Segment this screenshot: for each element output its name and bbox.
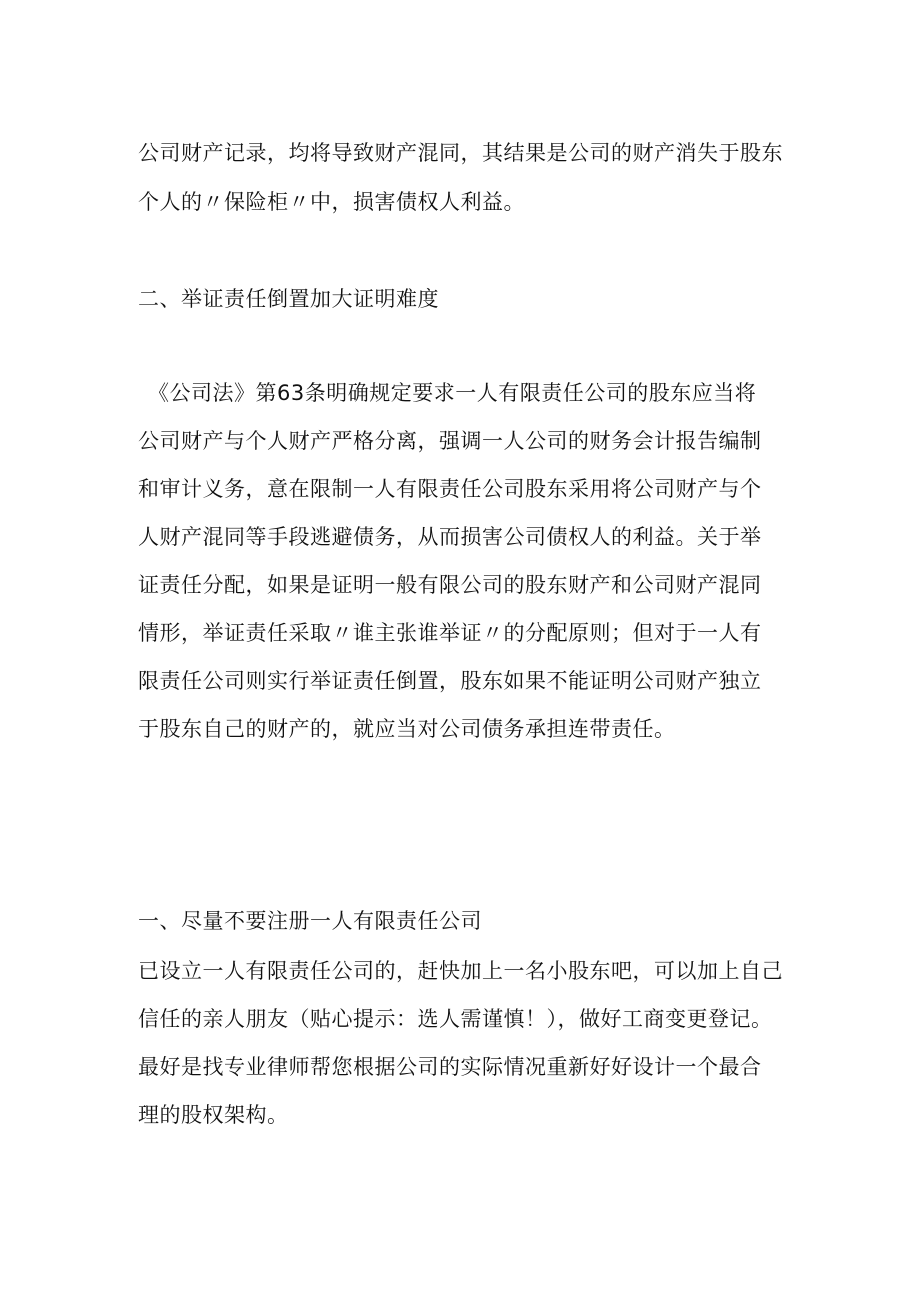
paragraph-line: 信任的亲人朋友（贴心提示：选人需谨慎！），做好工商变更登记。 — [138, 1007, 773, 1031]
paragraph-line: 证责任分配，如果是证明一般有限公司的股东财产和公司财产混同 — [138, 573, 762, 597]
section-heading-avoid-registration: 一、尽量不要注册一人有限责任公司 — [138, 909, 482, 933]
paragraph-line: 限责任公司则实行举证责任倒置，股东如果不能证明公司财产独立 — [138, 669, 762, 693]
paragraph-line: 已设立一人有限责任公司的，赶快加上一名小股东吧，可以加上自己 — [138, 959, 783, 983]
paragraph-line: 公司财产与个人财产严格分离，强调一人公司的财务会计报告编制 — [138, 429, 762, 453]
paragraph-line: 公司财产记录，均将导致财产混同，其结果是公司的财产消失于股东 — [138, 141, 783, 165]
paragraph-line: 最好是找专业律师帮您根据公司的实际情况重新好好设计一个最合 — [138, 1055, 762, 1079]
paragraph-line: 于股东自己的财产的，就应当对公司债务承担连带责任。 — [138, 717, 676, 741]
paragraph-line: 个人的〃保险柜〃中，损害债权人利益。 — [138, 190, 525, 214]
section-heading-burden-of-proof: 二、举证责任倒置加大证明难度 — [138, 287, 439, 311]
paragraph-line: 和审计义务，意在限制一人有限责任公司股东采用将公司财产与个 — [138, 477, 762, 501]
paragraph-line: 人财产混同等手段逃避债务，从而损害公司债权人的利益。关于举 — [138, 525, 762, 549]
paragraph-line: 情形，举证责任采取〃谁主张谁举证〃的分配原则；但对于一人有 — [138, 621, 762, 645]
paragraph-line: 《公司法》第63条明确规定要求一人有限责任公司的股东应当将 — [148, 381, 757, 405]
paragraph-line: 理的股权架构。 — [138, 1103, 289, 1127]
